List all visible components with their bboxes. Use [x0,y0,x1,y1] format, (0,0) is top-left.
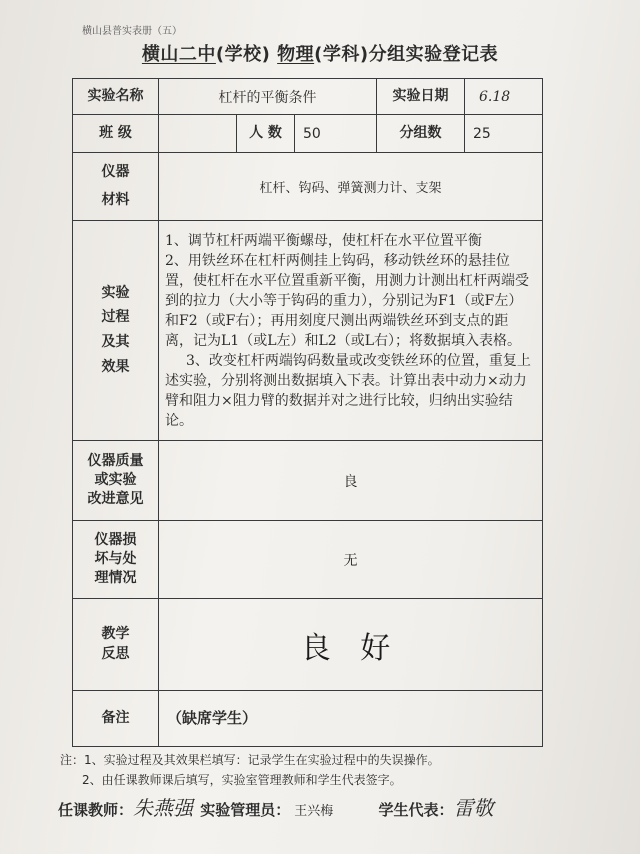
reflection-label-line2: 反思 [101,645,130,662]
damage-label-line1: 仪器损 [94,532,137,549]
row-reflection [73,599,543,691]
row-class-info [73,115,543,153]
row-experiment-name [73,79,543,115]
form-notes [60,750,440,790]
manager-label: 实验管理员： [200,801,291,819]
title-school-suffix: (学校) [215,44,271,65]
remarks-label: 备注 [73,691,159,747]
student-signature: 雷敬 [453,796,494,820]
registration-form [72,78,543,747]
document-title [0,40,640,66]
reflection-label-line1: 教学 [101,625,130,642]
title-subject: 物理 [277,44,315,65]
groups-label: 分组数 [377,115,465,153]
damage-label [73,521,159,599]
damage-label-line2: 坏与处 [94,551,137,568]
note-1: 注：1、实验过程及其效果栏填写：记录学生在实验过程中的失误操作。 [60,753,440,767]
procedure-step-2: 2、用铁丝环在杠杆两侧挂上钩码，移动铁丝环的悬挂位置，使杠杆在水平位置重新平衡，用测力计测出杠杆两端受到的拉力（大小等于钩码的重力），分别记为F1（或F左）和F2（或F右）；再用刻度尺测出两端铁丝环到支点的距离，记为L1（或L左）和L2（或L右）；将数据填入表格。 [165,252,529,349]
procedure-label-line3: 及其 [101,334,130,350]
quality-value: 良 [159,441,543,521]
procedure-step-3: 3、改变杠杆两端钩码数量或改变铁丝环的位置，重复上述实验，分别将测出数据填入下表。计算出表中动力×动力臂和阻力×阻力臂的数据并对之进行比较，归纳出实验结论。 [165,352,531,429]
count-label: 人 数 [237,115,295,153]
row-remarks [73,691,543,747]
remarks-value: （缺席学生） [159,691,543,747]
title-subject-suffix: (学科) [314,44,369,65]
title-school: 横山二中 [141,44,216,65]
row-damage [73,521,543,599]
equipment-label-line1: 仪器 [101,163,130,180]
title-rest: 分组实验登记表 [368,44,499,65]
signature-line [58,792,494,821]
equipment-label-line2: 材料 [101,191,130,208]
procedure-label [73,221,159,441]
reflection-value: 良 好 [159,599,543,691]
quality-label-line1: 仪器质量 [87,453,144,470]
student-label: 学生代表： [378,801,454,819]
procedure-label-line4: 效果 [101,358,130,375]
procedure-step-1: 1、调节杠杆两端平衡螺母，使杠杆在水平位置平衡 [165,232,482,249]
row-quality [73,441,543,521]
header-note: 横山县普实表册（五） [82,26,182,37]
class-value [159,115,237,153]
damage-value: 无 [159,521,543,599]
procedure-label-line2: 过程 [101,309,130,326]
reflection-label [73,599,159,691]
experiment-name-value: 杠杆的平衡条件 [159,79,377,115]
note-2: 2、由任课教师课后填写，实验室管理教师和学生代表签字。 [82,773,402,787]
equipment-value: 杠杆、钩码、弹簧测力计、支架 [159,153,543,221]
teacher-signature: 朱燕强 [133,796,194,820]
quality-label-line2: 或实验 [94,472,137,489]
quality-label-line3: 改进意见 [87,490,144,507]
row-procedure [73,221,543,441]
quality-label [73,441,159,521]
procedure-label-line1: 实验 [101,284,130,301]
experiment-date-label: 实验日期 [377,79,465,115]
manager-name: 王兴梅 [294,804,334,819]
procedure-text [159,221,543,441]
experiment-name-label: 实验名称 [73,79,159,115]
count-value: 50 [295,115,377,153]
experiment-date-value: 6.18 [465,79,543,115]
groups-value: 25 [465,115,543,153]
damage-label-line3: 理情况 [94,569,137,586]
row-equipment [73,153,543,221]
class-label: 班 级 [73,115,159,153]
equipment-label [73,153,159,221]
teacher-label: 任课教师： [58,801,134,819]
